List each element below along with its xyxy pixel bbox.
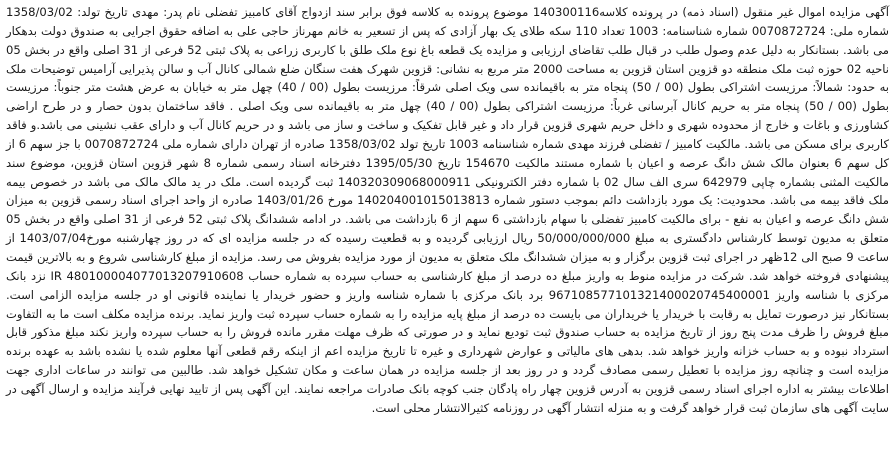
auction-notice-text: آگهی مزایده اموال غیر منقول (اسناد ذمه) در پرونده کلاسه140300116 موضوع پرونده به کلاسه فوق برابر سند ازدواج آقای کامبیز تفضلی نام پدر: مهدی تاریخ تولد: 1358/03/02 شماره ملی: 0070872724 شماره شناسنامه: 1003 تعداد 110 سکه طلای یک بهار آزادی که پس از تسعیر به خانم مهرناز حاجی علی به اضافه حقوق اجرایی به صندوق دولت بدهکار می باشد. بستانکار به دلیل عدم وصول طلب در قبال طلب تقاضای ارزیابی و مزایده یک قطعه باغ نوع ملک طلق با کاربری زراعی به پلاک ثبتی 52 فرعی از 31 اصلی واقع در بخش 05 ناحیه 02 حوزه ثبت ملک منطقه دو قزوین استان قزوین به مساحت 2000 متر مربع به نشانی: قزوین شهرک هفت سنگان ضلع شمالی کانال آب و سالن پذیرایی آرامیس توضیحات ملک به حدود: شمالاً: مرزیست اشتراکی بطول (00 / 50) پنجاه متر به باقیمانده سی ویک اصلی شرقاً: مرزیست بطول (00 / 40) چهل متر به خیابان به عرض هشت متر جنوباً: مرزیست بطول (00 / 50) پنجاه متر به حریم کانال آبرسانی غرباً: مرزیست اشتراکی بطول (00 / 40) چهل متر به باقیمانده سی ویک اصلی . فاقد ساختمان بدون حصار و در طرح اراضی کشاورزی و باغات و خارج از محدوده شهری و داخل حریم شهری قزوین قرار داد و غیر قابل تفکیک و ساخت و ساز می باشد و در حریم کانال آب و دارای عقب نشینی می باشد.و فاقد کاربری برای مسکن می باشد. مالکیت کامبیز / تفضلی فرزند مهدی شماره شناسنامه 1003 تاریخ تولد 1358/03/02 صادره از تهران دارای شماره ملی 0070872724 با جز سهم 6 از کل سهم 6 بعنوان مالک شش دانگ عرصه و اعیان با شماره مستند مالکیت 154670 تاریخ 1395/05/30 دفترخانه اسناد رسمی شماره 8 شهر قزوین استان قزوین، موضوع سند مالکیت المثنی بشماره چاپی 642979 سری الف سال 02 با شماره دفتر الکترونیکی 140320309068000911 ثبت گردیده است. ملک در ید مالک مالک می باشد در خصوص بیمه ملک فاقد بیمه می باشد. محدودیت: یک مورد بازداشت دائم بموجب دستور شماره 140204001015013813 مورخ 1403/01/26 صادره از واحد اجرای اسناد رسمی قزوین به میزان شش دانگ عرصه و اعیان به نفع - برای مالکیت کامبیز تفضلی با سهام بازداشتی 6 سهم از 6 بازداشت می باشد. در ادامه ششدانگ پلاک ثبتی 52 فرعی از 31 اصلی واقع در بخش 05 متعلق به مدیون توسط کارشناس دادگستری به مبلغ 50/000/000/000 ریال ارزیابی گردیده و به قطعیت رسیده که در جلسه مزایده ای که در روز چهارشنبه مورخ1403/07/04 از ساعت 9 صبح الی 12ظهر در اجرای ثبت قزوین برگزار و به میزان ششدانگ ملک متعلق به مدیون از مورد مزایده بفروش می رسد. مزایده از مبلغ کارشناسی شروع و به بالاترین قیمت پیشنهادی فروخته خواهد شد. شرکت در مزایده منوط به واریز مبلغ ده درصد از مبلغ کارشناسی به حساب سپرده به شماره حساب IR 480100004077013207910608 نزد بانک مرکزی با شناسه واریز 967108577101321400020745400001 برد بانک مرکزی با شماره شناسه واریز و حضور خریدار یا نماینده قانونی او در جلسه مزایده الزامی است. بستانکار نیز درصورت تمایل به رقابت با خریدار یا خریداران می بایست ده درصد از مبلغ پایه مزایده را به شماره حساب سپرده ثبت واریز نماید. برنده مزایده مکلف است ما به التفاوت مبلغ فروش را ظرف مدت پنج روز از تاریخ مزایده به حساب صندوق ثبت تودیع نماید و در صورتی که ظرف مهلت مقرر مانده فروش را به حساب سپرده واریز نکند مبلغ مذکور قابل استرداد نبوده و به حساب خزانه واریز خواهد شد. بدهی های مالیاتی و عوارض شهرداری و غیره تا تاریخ مزایده اعم از اینکه رقم قطعی آنها معلوم شده یا نشده باشد به عهده برنده مزایده است و چنانچه روز مزایده با تعطیل رسمی مصادف گردد و در روز بعد از جلسه مزایده در همان ساعت و مکان تشکیل خواهد شد. طالبین می توانند در ساعات اداری جهت اطلاعات بیشتر به اداره اجرای اسناد رسمی قزوین به آدرس قزوین چهار راه پادگان جنب کوچه بانک صادرات مراجعه نمایند. این آگهی پس از تایید نهایی فرآیند مزایده و ارسال آگهی در سایت آگهی های سازمان ثبت قرار خواهد گرفت و به منزله انتشار آگهی در روزنامه کثیرالانتشار محلی است. [6, 5, 890, 415]
